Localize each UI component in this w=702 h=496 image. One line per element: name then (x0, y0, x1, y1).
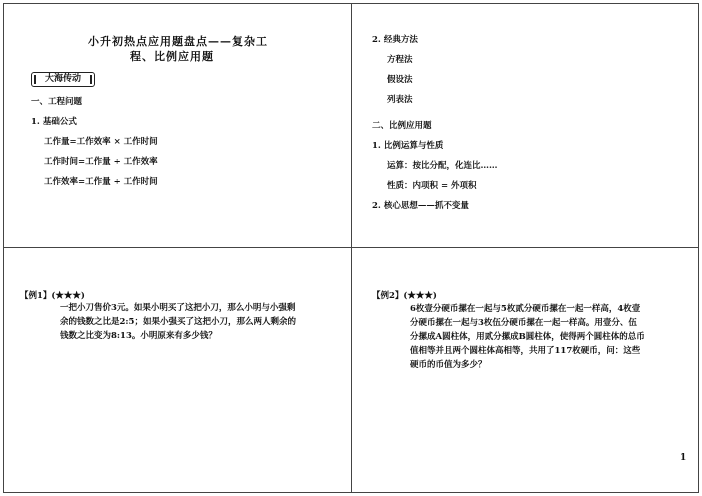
section-engineering: 一、工程问题 (31, 97, 83, 107)
vertical-divider (351, 3, 352, 493)
example1-line: 一把小刀售价3元。如果小明买了这把小刀，那么小明与小强剩 (60, 303, 296, 313)
formula-work-time: 工作时间=工作量 ÷ 工作效率 (44, 157, 158, 167)
item-ratio-operations: 1. 比例运算与性质 (372, 141, 444, 151)
formula-work-efficiency: 工作效率=工作量 ÷ 工作时间 (44, 177, 158, 187)
example2-line: 硬币的币值为多少？ (410, 360, 487, 370)
slide-title-line1: 小升初热点应用题盘点——复杂工 (88, 35, 268, 48)
example2-line: 分硬币摞在一起与3枚伍分硬币摞在一起一样高。用壹分、伍 (410, 318, 637, 328)
method-table: 列表法 (387, 95, 413, 105)
item-classic-methods: 2. 经典方法 (372, 35, 418, 45)
example2-text (410, 302, 645, 372)
method-assumption: 假设法 (387, 75, 413, 85)
method-equation: 方程法 (387, 55, 413, 65)
example1-text (60, 301, 296, 343)
example1-line: 钱数之比变为8:13。小明原来有多少钱？ (60, 331, 217, 341)
page-number: 1 (680, 453, 687, 463)
brand-badge: 大海传动 (31, 72, 95, 87)
formula-work-amount: 工作量=工作效率 × 工作时间 (44, 137, 158, 147)
example2-line: 值相等并且两个圆柱体高相等，共用了117枚硬币，问：这些 (410, 346, 641, 356)
item-basic-formulas: 1. 基础公式 (31, 117, 77, 127)
example1-label: 【例1】(★★★) (20, 291, 85, 301)
item-core-idea: 2. 核心思想——抓不变量 (372, 201, 469, 211)
horizontal-divider (3, 247, 699, 248)
example1-line: 余的钱数之比是2:5；如果小强买了这把小刀，那么两人剩余的 (60, 317, 296, 327)
ratio-operation-text: 运算：按比分配，化连比…… (387, 161, 498, 171)
example2-label: 【例2】(★★★) (372, 291, 437, 301)
example2-line: 6枚壹分硬币摞在一起与5枚贰分硬币摞在一起一样高，4枚壹 (410, 304, 641, 314)
slide-title-line2: 程、比例应用题 (130, 50, 214, 63)
ratio-property-text: 性质：内项积 = 外项积 (387, 181, 477, 191)
example2-line: 分摞成A圆柱体，用贰分摞成B圆柱体，使得两个圆柱体的总币 (410, 332, 645, 342)
section-ratio: 二、比例应用题 (372, 121, 432, 131)
